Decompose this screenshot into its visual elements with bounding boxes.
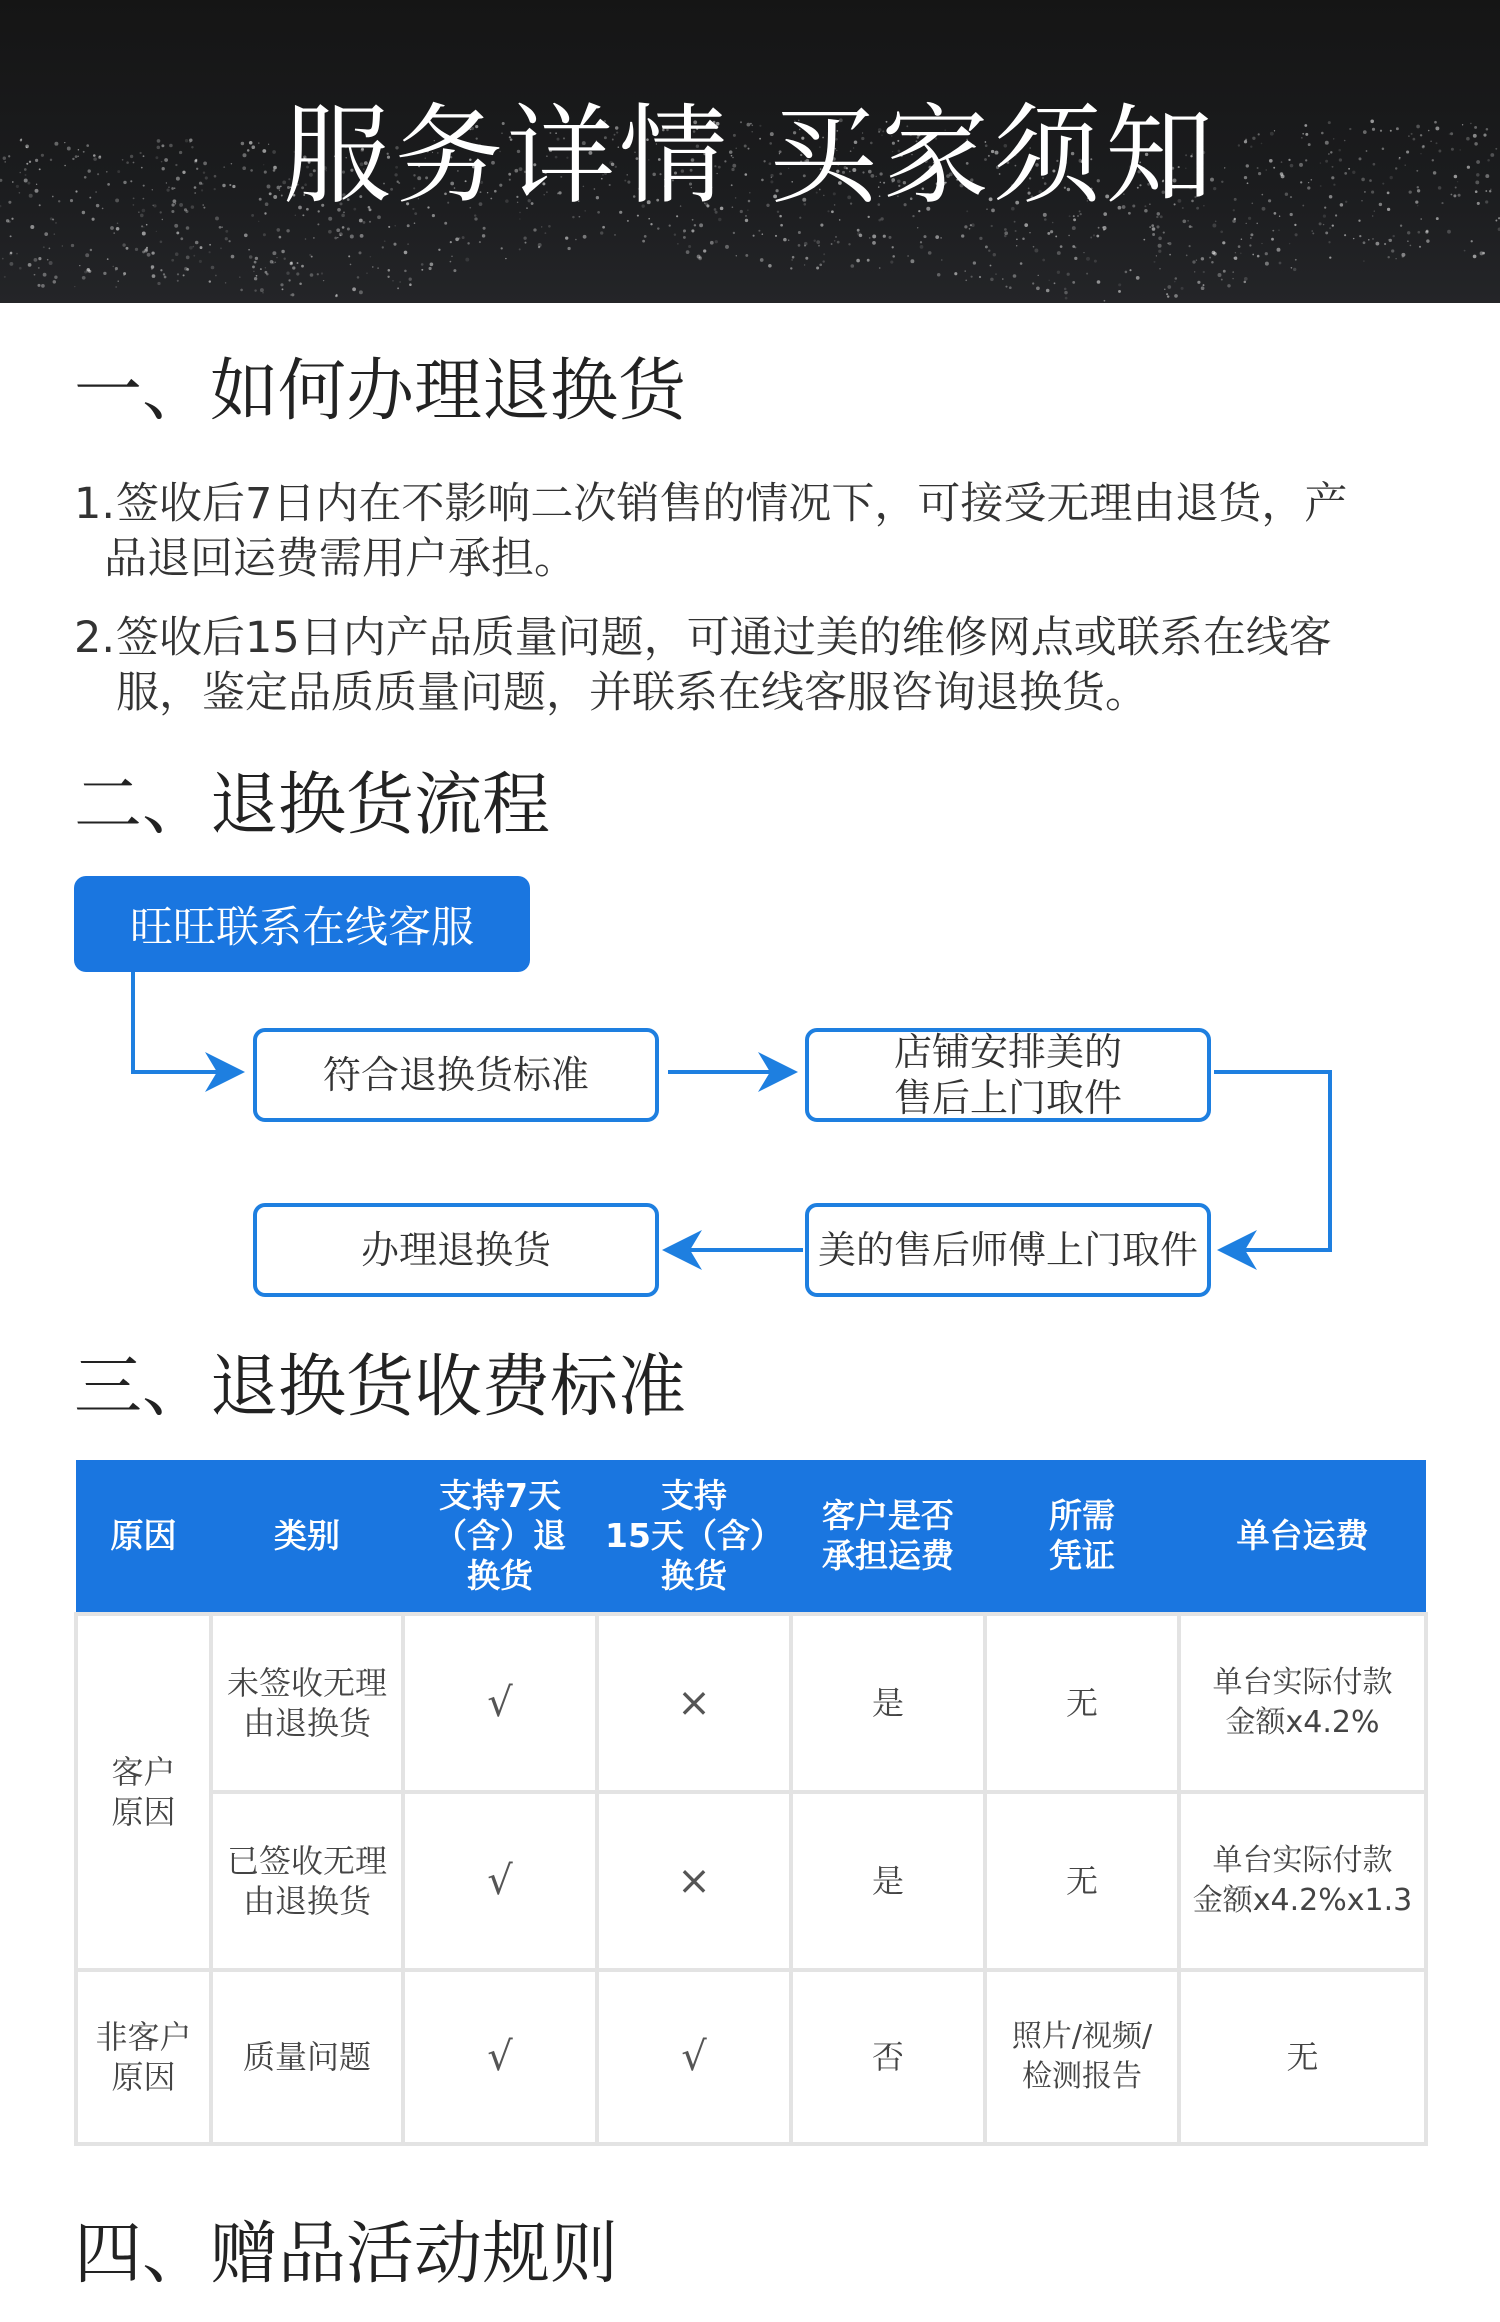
flow-arrow-step2-to-step3 [1214, 1072, 1330, 1250]
cell-freight: 是 [791, 1614, 985, 1792]
cell-reason-non-customer: 非客户 原因 [76, 1970, 211, 2144]
header-15day: 支持 15天（含） 换货 [597, 1460, 791, 1614]
cell-fee: 无 [1179, 1970, 1426, 2144]
flow-arrow-start-to-step1 [133, 972, 237, 1072]
page-title: 服务详情 买家须知 [282, 94, 1218, 219]
rule-item-1-line2: 品退回运费需用户承担。 [104, 534, 577, 584]
flow-step-technician-pickup: 美的售后师傅上门取件 [805, 1203, 1211, 1297]
cell-15day: × [597, 1614, 791, 1792]
cell-fee: 单台实际付款 金额x4.2%x1.3 [1179, 1792, 1426, 1970]
cell-proof: 无 [985, 1792, 1179, 1970]
flow-step-meets-standard: 符合退换货标准 [253, 1028, 659, 1122]
rule-item-2-line1: 签收后15日内产品质量问题，可通过美的维修网点或联系在线客 [116, 613, 1332, 663]
flow-start-contact-service: 旺旺联系在线客服 [74, 876, 530, 972]
cell-category: 质量问题 [211, 1970, 403, 2144]
rule-item-1-line1: 签收后7日内在不影响二次销售的情况下，可接受无理由退货，产 [116, 479, 1348, 529]
header-category: 类别 [211, 1460, 403, 1614]
table-row [76, 1614, 1426, 1792]
cell-15day: × [597, 1792, 791, 1970]
header-reason: 原因 [76, 1460, 211, 1614]
table-header-row [76, 1460, 1426, 1614]
section-2-title: 二、退换货流程 [74, 766, 551, 845]
table-row [76, 1970, 1426, 2144]
flow-step-arrange-pickup [805, 1028, 1211, 1122]
cell-7day: √ [403, 1970, 597, 2144]
flow-step-process-return: 办理退换货 [253, 1203, 659, 1297]
cell-category: 未签收无理 由退换货 [211, 1614, 403, 1792]
cell-7day: √ [403, 1792, 597, 1970]
cell-freight: 否 [791, 1970, 985, 2144]
cell-reason-customer: 客户 原因 [76, 1614, 211, 1970]
section-1-title: 一、如何办理退换货 [74, 352, 687, 431]
cell-fee: 单台实际付款 金额x4.2% [1179, 1614, 1426, 1792]
flow-step-arrange-pickup-line1: 店铺安排美的 [893, 1030, 1122, 1074]
rule-item-2-number: 2. [74, 613, 116, 663]
cell-7day: √ [403, 1614, 597, 1792]
flow-step-arrange-pickup-line2: 售后上门取件 [893, 1076, 1122, 1120]
cell-category: 已签收无理 由退换货 [211, 1792, 403, 1970]
header-freight: 客户是否 承担运费 [791, 1460, 985, 1614]
cell-15day: √ [597, 1970, 791, 2144]
section-4-title: 四、赠品活动规则 [74, 2215, 619, 2294]
section-3-title: 三、退换货收费标准 [74, 1348, 687, 1427]
table-row [76, 1792, 1426, 1970]
cell-freight: 是 [791, 1792, 985, 1970]
rule-item-2-line2: 服，鉴定品质质量问题，并联系在线客服咨询退换货。 [116, 668, 1148, 718]
rule-item-1-number: 1. [74, 479, 116, 529]
header-7day: 支持7天 （含）退 换货 [403, 1460, 597, 1614]
cell-proof: 无 [985, 1614, 1179, 1792]
return-fee-table [74, 1460, 1428, 2146]
header-fee: 单台运费 [1179, 1460, 1426, 1614]
header-proof: 所需 凭证 [985, 1460, 1179, 1614]
cell-proof: 照片/视频/ 检测报告 [985, 1970, 1179, 2144]
